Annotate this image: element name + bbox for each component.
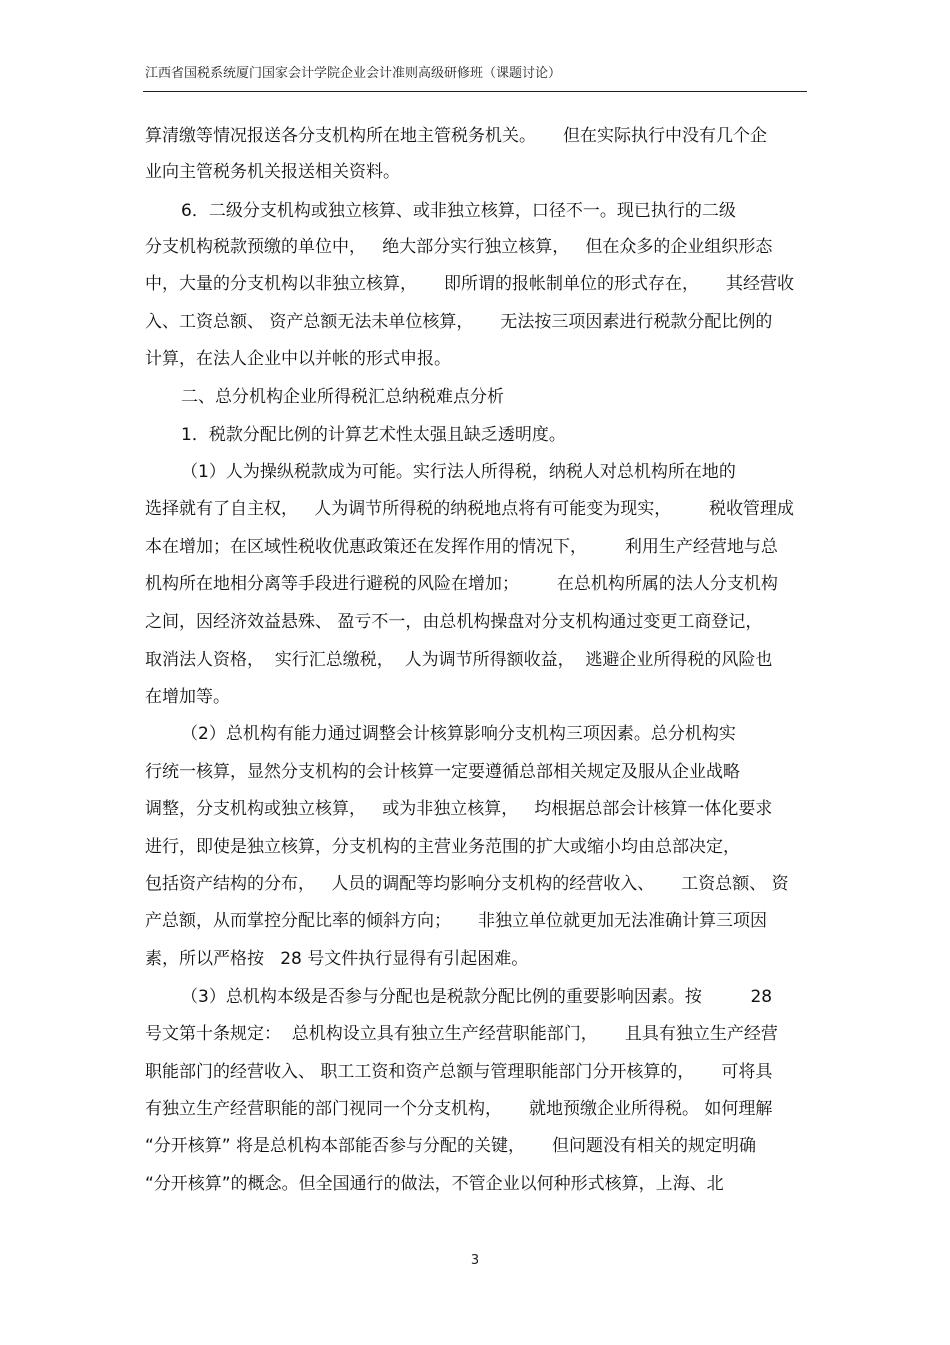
body-line: 机构所在地相分离等手段进行避税的风险在增加； 在总机构所属的法人分支机构 [145, 574, 778, 594]
body-line: 业向主管税务机关报送相关资料。 [145, 162, 400, 182]
body-line: （2）总机构有能力通过调整会计核算影响分支机构三项因素。总分机构实 [181, 724, 736, 744]
body-line: “分开核算”的概念。但全国通行的做法，不管企业以何种形式核算，上海、北 [145, 1174, 724, 1194]
body-line: 包括资产结构的分布， 人员的调配等均影响分支机构的经营收入、 工资总额、 资 [145, 874, 789, 894]
body-line: 入、工资总额、 资产总额无法未单位核算， 无法按三项因素进行税款分配比例的 [145, 312, 773, 332]
body-line: 进行，即使是独立核算，分支机构的主营业务范围的扩大或缩小均由总部决定， [145, 837, 740, 857]
section-heading: 二、总分机构企业所得税汇总纳税难点分析 [181, 387, 504, 407]
body-line: 分支机构税款预缴的单位中， 绝大部分实行独立核算， 但在众多的企业组织形态 [145, 237, 773, 257]
body-line: 6．二级分支机构或独立核算、或非独立核算，口径不一。现已执行的二级 [181, 201, 736, 221]
body-line: 取消法人资格， 实行汇总缴税， 人为调节所得额收益， 逃避企业所得税的风险也 [145, 650, 773, 670]
body-line: 计算，在法人企业中以并帐的形式申报。 [145, 349, 451, 369]
body-line: （1）人为操纵税款成为可能。实行法人所得税，纳税人对总机构所在地的 [181, 462, 736, 482]
body-line: 产总额，从而掌控分配比率的倾斜方向； 非独立单位就更加无法准确计算三项因 [145, 911, 768, 931]
body-line: “分开核算” 将是总机构本部能否参与分配的关键， 但问题没有相关的规定明确 [145, 1136, 757, 1156]
running-header: 江西省国税系统厦门国家会计学院企业会计准则高级研修班（课题讨论） [145, 66, 562, 81]
body-line: 之间，因经济效益悬殊、 盈亏不一，由总机构操盘对分支机构通过变更工商登记， [145, 612, 763, 632]
body-line: 素，所以严格按 28 号文件执行显得有引起困难。 [145, 949, 529, 969]
body-line: 本在增加；在区域性税收优惠政策还在发挥作用的情况下， 利用生产经营地与总 [145, 537, 778, 557]
body-line: 调整，分支机构或独立核算， 或为非独立核算， 均根据总部会计核算一体化要求 [145, 799, 773, 819]
body-line: （3）总机构本级是否参与分配也是税款分配比例的重要影响因素。按 28 [181, 987, 773, 1007]
body-line: 行统一核算，显然分支机构的会计核算一定要遵循总部相关规定及服从企业战略 [145, 762, 740, 782]
body-line: 选择就有了自主权， 人为调节所得税的纳税地点将有可能变为现实， 税收管理成 [145, 499, 795, 519]
body-line: 在增加等。 [145, 687, 230, 707]
body-line: 有独立生产经营职能的部门视同一个分支机构， 就地预缴企业所得税。 如何理解 [145, 1099, 773, 1119]
body-line: 职能部门的经营收入、 职工工资和资产总额与管理职能部门分开核算的， 可将具 [145, 1062, 773, 1082]
header-rule [143, 91, 807, 92]
page-number: 3 [470, 1253, 480, 1268]
body-line: 号文第十条规定： 总机构设立具有独立生产经营职能部门， 且具有独立生产经营 [145, 1024, 778, 1044]
body-line: 中，大量的分支机构以非独立核算， 即所谓的报帐制单位的形式存在， 其经营收 [145, 274, 795, 294]
body-line: 算清缴等情况报送各分支机构所在地主管税务机关。 但在实际执行中没有几个企 [145, 126, 768, 146]
subsection-heading: 1．税款分配比例的计算艺术性太强且缺乏透明度。 [181, 425, 566, 445]
